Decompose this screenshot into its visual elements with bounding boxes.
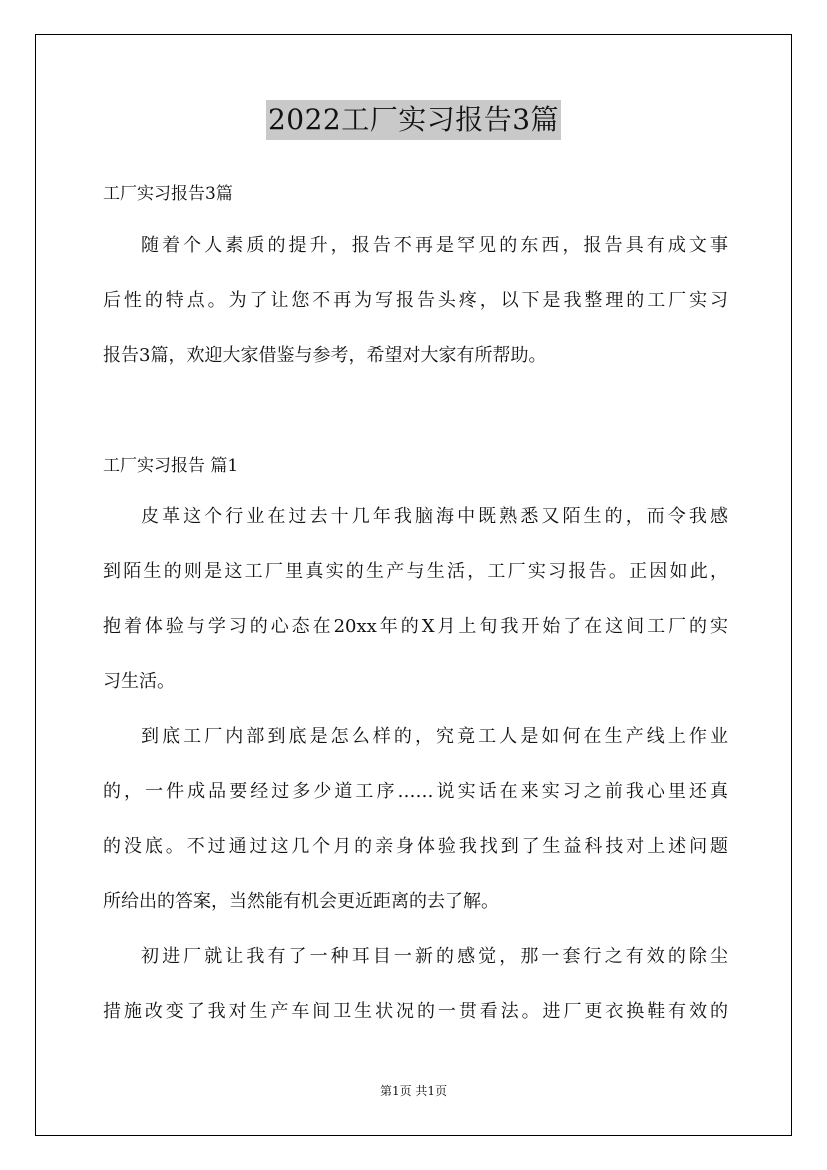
- paragraph-line: 的没底。不过通过这几个月的亲身体验我找到了生益科技对上述问题: [103, 836, 728, 857]
- paragraph-line: 皮革这个行业在过去十几年我脑海中既熟悉又陌生的，而令我感: [141, 506, 728, 527]
- paragraph-line: 后性的特点。为了让您不再为写报告头疼，以下是我整理的工厂实习: [103, 290, 728, 311]
- document-subtitle: 工厂实习报告3篇: [103, 184, 233, 204]
- paragraph-line: 报告3篇，欢迎大家借鉴与参考，希望对大家有所帮助。: [103, 345, 547, 366]
- paragraph-line: 的，一件成品要经过多少道工序……说实话在来实习之前我心里还真: [103, 781, 728, 802]
- section1-paragraph-3: [103, 943, 728, 1053]
- page-footer: 第1页 共1页: [379, 1084, 448, 1098]
- paragraph-line: 所给出的答案，当然能有机会更近距离的去了解。: [103, 891, 499, 912]
- document-title: 2022工厂实习报告3篇: [266, 100, 561, 140]
- paragraph-line: 到底工厂内部到底是怎么样的，究竟工人是如何在生产线上作业: [141, 726, 728, 747]
- section-heading: 工厂实习报告 篇1: [103, 456, 239, 476]
- section1-paragraph-2: [103, 723, 728, 943]
- paragraph-line: 抱着体验与学习的心态在20xx年的X月上旬我开始了在这间工厂的实: [103, 616, 728, 637]
- paragraph-line: 到陌生的则是这工厂里真实的生产与生活，工厂实习报告。正因如此，: [103, 561, 728, 582]
- paragraph-line: 随着个人素质的提升，报告不再是罕见的东西，报告具有成文事: [141, 235, 728, 256]
- intro-paragraph: [103, 232, 728, 397]
- title-container: [0, 100, 827, 140]
- paragraph-line: 习生活。: [103, 671, 175, 692]
- paragraph-line: 初进厂就让我有了一种耳目一新的感觉，那一套行之有效的除尘: [141, 946, 728, 967]
- section1-paragraph-1: [103, 503, 728, 723]
- paragraph-line: 措施改变了我对生产车间卫生状况的一贯看法。进厂更衣换鞋有效的: [103, 1001, 728, 1022]
